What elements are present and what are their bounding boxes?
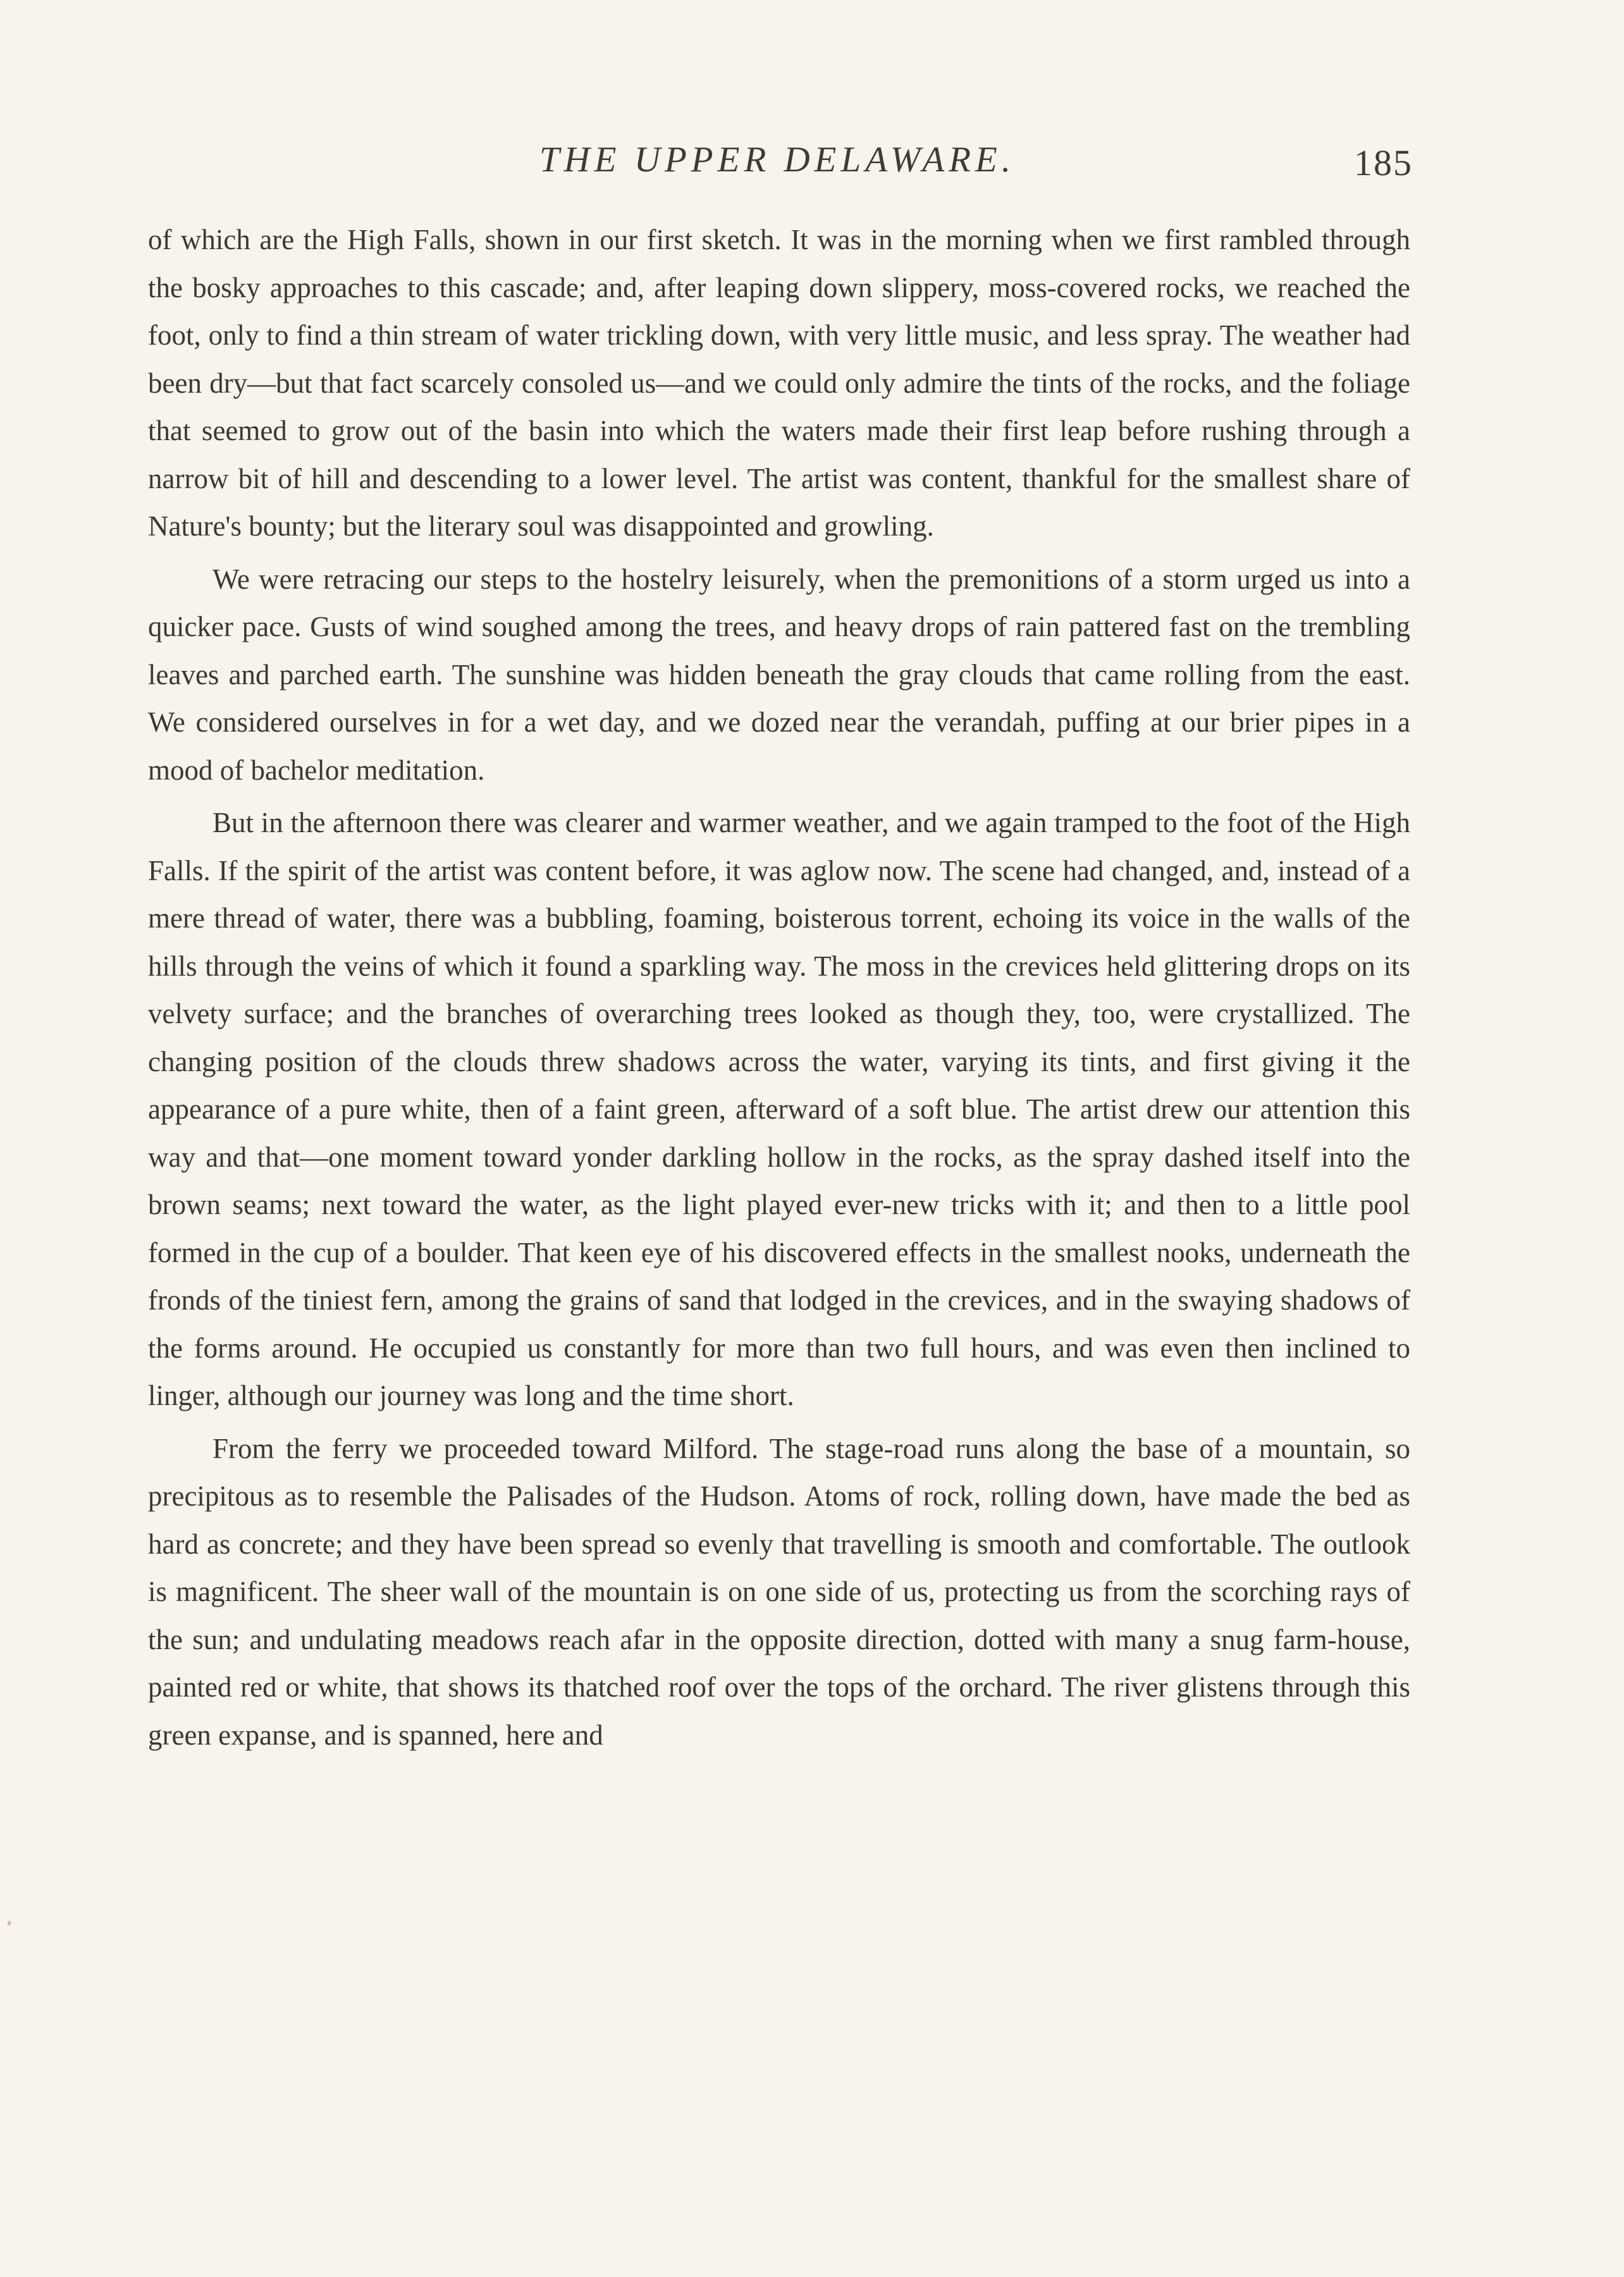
paper-speck xyxy=(8,1921,11,1925)
paragraph-2: We were retracing our steps to the hostelry leisurely, when the premonitions of a storm urged us into a quicker pace. Gusts of wind soughed among the trees, and heavy drops of rain pattered fast on the trembling leaves and parched earth. The sunshine was hidden beneath the gray clouds that came rolling from the east. We considered ourselves in for a wet day, and we dozed near the verandah, puffing at our brier pipes in a mood of bachelor meditation. xyxy=(148,563,1410,786)
paragraph-3: But in the afternoon there was clearer and warmer weather, and we again tramped to the foot of the High Falls. If the spirit of the artist was content before, it was aglow now. The scene had changed, and, instead of a mere thread of water, there was a bubbling, foaming, boisterous torrent, echoing its voice in the walls of the hills through the veins of which it found a sparkling way. The moss in the crevices held glittering drops on its velvety surface; and the branches of overarching trees looked as though they, too, were crystallized. The changing position of the clouds threw shadows across the water, varying its tints, and first giving it the appearance of a pure white, then of a faint green, afterward of a soft blue. The artist drew our attention this way and that—one moment toward yonder darkling hollow in the rocks, as the spray dashed itself into the brown seams; next toward the water, as the light played ever-new tricks with it; and then to a little pool formed in the cup of a boulder. That keen eye of his discovered effects in the smallest nooks, underneath the fronds of the tiniest fern, among the grains of sand that lodged in the crevices, and in the swaying shadows of the forms around. He occupied us constantly for more than two full hours, and was even then inclined to linger, although our journey was long and the time short. xyxy=(148,807,1410,1411)
page-header xyxy=(148,139,1413,190)
page-number: 185 xyxy=(1354,142,1413,183)
running-title: THE UPPER DELAWARE. xyxy=(539,140,1016,180)
body-text xyxy=(148,216,1410,1759)
paragraph-4: From the ferry we proceeded toward Milford. The stage-road runs along the base of a mountain, so precipitous as to resemble the Palisades of the Hudson. Atoms of rock, rolling down, have made the bed as hard as concrete; and they have been spread so evenly that travelling is smooth and comfortable. The outlook is magnificent. The sheer wall of the mountain is on one side of us, protecting us from the scorching rays of the sun; and undulating meadows reach afar in the opposite direction, dotted with many a snug farm-house, painted red or white, that shows its thatched roof over the tops of the orchard. The river glistens through this green expanse, and is spanned, here and xyxy=(148,1432,1410,1751)
paragraph-1: of which are the High Falls, shown in our first sketch. It was in the morning when we first rambled through the bosky approaches to this cascade; and, after leaping down slippery, moss-covered rocks, we reached the foot, only to find a thin stream of water trickling down, with very little music, and less spray. The weather had been dry—but that fact scarcely consoled us—and we could only admire the tints of the rocks, and the foliage that seemed to grow out of the basin into which the waters made their first leap before rushing through a narrow bit of hill and descending to a lower level. The artist was content, thankful for the smallest share of Nature's bounty; but the literary soul was disappointed and growling. xyxy=(148,224,1410,542)
